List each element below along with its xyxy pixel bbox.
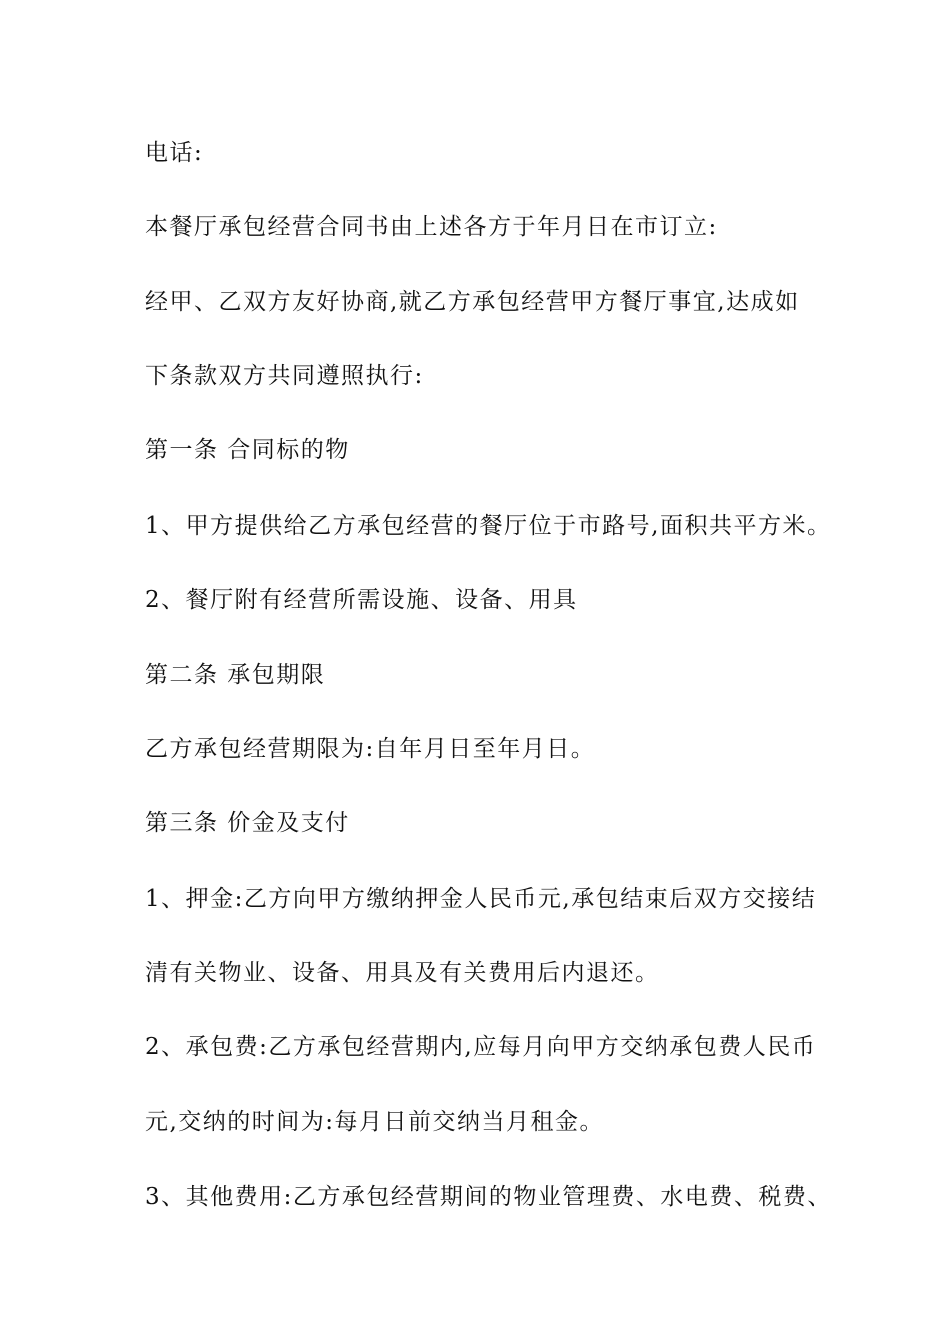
contract-intro-line: 本餐厅承包经营合同书由上述各方于年月日在市订立: <box>145 214 718 240</box>
preamble-line-2: 下条款双方共同遵照执行: <box>145 363 424 389</box>
preamble-line-1: 经甲、乙双方友好协商,就乙方承包经营甲方餐厅事宜,达成如 <box>145 289 800 315</box>
article-3-clause-1-line-1: 1、押金:乙方向甲方缴纳押金人民币元,承包结束后双方交接结 <box>145 886 817 912</box>
article-1-clause-2: 2、餐厅附有经营所需设施、设备、用具 <box>145 587 578 613</box>
article-3-clause-3-line-1: 3、其他费用:乙方承包经营期间的物业管理费、水电费、税费、 <box>145 1184 832 1210</box>
article-3-clause-2-line-2: 元,交纳的时间为:每月日前交纳当月租金。 <box>145 1109 605 1135</box>
article-3-heading: 第三条 价金及支付 <box>145 810 350 836</box>
article-1-heading: 第一条 合同标的物 <box>145 437 350 463</box>
article-3-clause-1-line-2: 清有关物业、设备、用具及有关费用后内退还。 <box>145 960 660 986</box>
article-3-clause-2-line-1: 2、承包费:乙方承包经营期内,应每月向甲方交纳承包费人民币 <box>145 1034 817 1060</box>
contact-phone-line: 电话: <box>145 140 204 166</box>
article-1-clause-1: 1、甲方提供给乙方承包经营的餐厅位于市路号,面积共平方米。 <box>145 513 832 539</box>
article-2-term: 乙方承包经营期限为:自年月日至年月日。 <box>145 736 596 762</box>
article-2-heading: 第二条 承包期限 <box>145 662 326 688</box>
